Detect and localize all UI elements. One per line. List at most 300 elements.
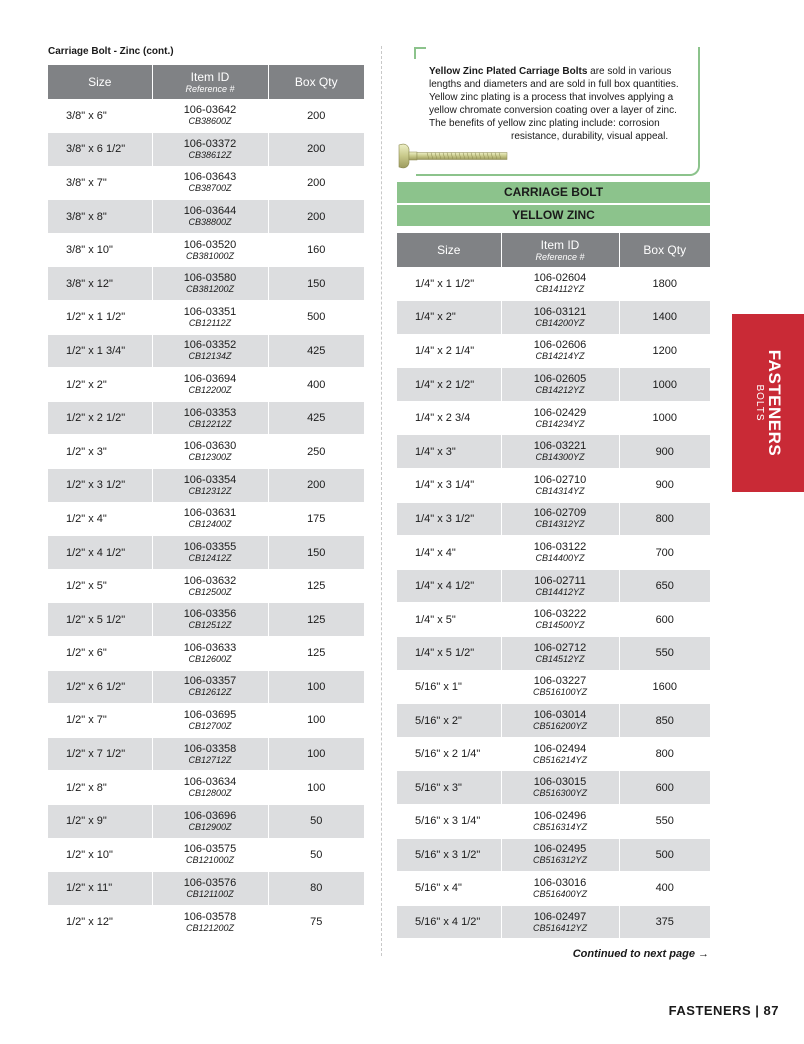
item-number: 106-02709 [533, 507, 587, 520]
item-id-cell [501, 872, 619, 906]
item-number: 106-03352 [183, 339, 237, 352]
reference-number: CB12500Z [188, 586, 232, 597]
size-cell: 3/8" x 10" [48, 233, 152, 267]
box-qty-cell: 125 [268, 637, 364, 671]
item-id-header [501, 233, 619, 267]
table-row [397, 637, 710, 671]
box-qty-cell: 100 [268, 704, 364, 738]
item-number: 106-03631 [183, 507, 237, 520]
size-cell: 1/2" x 6 1/2" [48, 670, 152, 704]
table-row [48, 603, 364, 637]
info-line-4: yellow chromate conversion coating over a layer of zinc. [429, 105, 677, 116]
table-row [48, 536, 364, 570]
table-row [397, 905, 710, 939]
reference-number: CB12112Z [188, 317, 232, 328]
table-row [48, 670, 364, 704]
size-cell: 5/16" x 1" [397, 670, 501, 704]
size-cell: 1/2" x 1 3/4" [48, 334, 152, 368]
box-qty-cell: 900 [619, 469, 710, 503]
item-id-cell [152, 872, 268, 906]
item-id-cell [501, 905, 619, 939]
table-row [48, 334, 364, 368]
item-number: 106-03227 [533, 675, 587, 688]
reference-number: CB14200YZ [535, 317, 585, 328]
reference-number: CB12200Z [188, 385, 232, 396]
box-qty-cell: 200 [268, 166, 364, 200]
table-row [397, 737, 710, 771]
size-cell: 1/2" x 4 1/2" [48, 536, 152, 570]
size-cell: 1/2" x 9" [48, 804, 152, 838]
item-number: 106-02606 [533, 339, 587, 352]
size-cell: 1/2" x 12" [48, 905, 152, 939]
reference-number: CB38612Z [188, 149, 232, 160]
item-number: 106-03644 [183, 205, 237, 218]
box-qty-cell: 1000 [619, 401, 710, 435]
size-cell: 1/2" x 5 1/2" [48, 603, 152, 637]
item-id-cell [501, 805, 619, 839]
reference-number: CB12134Z [188, 351, 232, 362]
size-cell: 1/2" x 6" [48, 637, 152, 671]
item-number: 106-03222 [533, 608, 587, 621]
reference-number: CB516300YZ [532, 788, 588, 799]
item-number: 106-03695 [183, 708, 237, 721]
item-number: 106-03634 [183, 776, 237, 789]
box-qty-cell: 200 [268, 200, 364, 234]
table-row [48, 838, 364, 872]
item-number: 106-03578 [183, 910, 237, 923]
size-cell: 1/4" x 5" [397, 603, 501, 637]
reference-number: CB381200Z [185, 284, 235, 295]
reference-number: CB516412YZ [532, 922, 588, 933]
box-qty-cell: 1600 [619, 670, 710, 704]
item-number: 106-03357 [183, 675, 237, 688]
item-id-cell [501, 670, 619, 704]
item-id-cell [152, 233, 268, 267]
box-qty-cell: 600 [619, 771, 710, 805]
reference-number: CB14412YZ [535, 586, 585, 597]
reference-number: CB516314YZ [532, 821, 588, 832]
reference-number: CB12800Z [188, 788, 232, 799]
side-tab-title: FASTENERS [765, 349, 784, 457]
reference-number: CB12900Z [188, 821, 232, 832]
table-row [397, 334, 710, 368]
reference-number: CB12300Z [188, 452, 232, 463]
size-cell: 1/4" x 3 1/2" [397, 502, 501, 536]
box-qty-cell: 550 [619, 805, 710, 839]
reference-number: CB12412Z [188, 553, 232, 564]
table-row [48, 99, 364, 133]
item-number: 106-03351 [183, 305, 237, 318]
box-qty-cell: 200 [268, 133, 364, 167]
item-number: 106-03014 [533, 709, 587, 722]
item-id-cell [152, 334, 268, 368]
box-qty-cell: 500 [619, 838, 710, 872]
size-cell: 3/8" x 12" [48, 267, 152, 301]
box-qty-cell: 600 [619, 603, 710, 637]
item-id-cell [152, 905, 268, 939]
banner-carriage-bolt: CARRIAGE BOLT [397, 182, 710, 204]
item-id-cell [501, 267, 619, 301]
item-id-cell [501, 704, 619, 738]
size-cell: 1/2" x 1 1/2" [48, 301, 152, 335]
item-id-cell [152, 704, 268, 738]
item-id-header [152, 65, 268, 99]
table-row [397, 502, 710, 536]
table-row [397, 603, 710, 637]
box-qty-cell: 250 [268, 435, 364, 469]
box-qty-cell: 125 [268, 603, 364, 637]
item-id-cell [501, 569, 619, 603]
info-line-2: lengths and diameters and are sold in full box quantities. [429, 79, 679, 90]
table-row [48, 435, 364, 469]
size-cell: 1/2" x 3" [48, 435, 152, 469]
table-row [397, 435, 710, 469]
item-number: 106-02604 [533, 272, 587, 285]
size-cell: 1/2" x 8" [48, 771, 152, 805]
box-qty-cell: 100 [268, 771, 364, 805]
item-id-cell [152, 670, 268, 704]
box-qty-cell: 50 [268, 804, 364, 838]
box-qty-cell: 125 [268, 569, 364, 603]
box-qty-cell: 425 [268, 334, 364, 368]
size-cell: 5/16" x 3 1/2" [397, 838, 501, 872]
item-id-cell [152, 771, 268, 805]
item-id-cell [501, 301, 619, 335]
reference-number: CB14312YZ [535, 519, 585, 530]
page-footer: FASTENERS | 87 [668, 1003, 779, 1018]
box-qty-cell: 175 [268, 502, 364, 536]
reference-number: CB121100Z [186, 888, 234, 899]
size-cell: 3/8" x 7" [48, 166, 152, 200]
reference-number: CB12400Z [188, 519, 232, 530]
item-id-cell [152, 469, 268, 503]
item-id-label: Item ID [540, 237, 580, 252]
table-row [48, 233, 364, 267]
box-qty-cell: 200 [268, 469, 364, 503]
item-id-cell [152, 200, 268, 234]
item-number: 106-02712 [533, 641, 587, 654]
box-qty-cell: 900 [619, 435, 710, 469]
reference-number: CB38700Z [188, 183, 232, 194]
item-number: 106-03015 [533, 776, 587, 789]
item-id-cell [152, 603, 268, 637]
item-id-cell [501, 838, 619, 872]
size-cell: 1/4" x 5 1/2" [397, 637, 501, 671]
reference-label: Reference # [535, 251, 585, 262]
item-number: 106-03642 [183, 104, 237, 117]
box-qty-cell: 1400 [619, 301, 710, 335]
reference-number: CB516312YZ [532, 855, 588, 866]
size-cell: 3/8" x 8" [48, 200, 152, 234]
size-cell: 1/4" x 2 1/4" [397, 334, 501, 368]
size-cell: 1/2" x 7 1/2" [48, 737, 152, 771]
reference-number: CB516214YZ [532, 754, 588, 765]
table-row [48, 704, 364, 738]
size-cell: 1/2" x 4" [48, 502, 152, 536]
item-number: 106-03633 [183, 641, 237, 654]
reference-number: CB12612Z [188, 687, 232, 698]
table-row [397, 267, 710, 301]
reference-number: CB14234YZ [535, 418, 585, 429]
size-cell: 1/2" x 7" [48, 704, 152, 738]
reference-number: CB12712Z [188, 754, 232, 765]
item-number: 106-03358 [183, 742, 237, 755]
box-qty-cell: 75 [268, 905, 364, 939]
reference-number: CB12212Z [188, 418, 232, 429]
size-cell: 1/2" x 2" [48, 368, 152, 402]
side-tab-subtitle: BOLTS [754, 384, 765, 422]
item-number: 106-02605 [533, 373, 587, 386]
box-qty-cell: 800 [619, 737, 710, 771]
size-cell: 5/16" x 3 1/4" [397, 805, 501, 839]
table-row [48, 637, 364, 671]
reference-number: CB14500YZ [535, 620, 585, 631]
right-table-body [397, 267, 710, 939]
item-number: 106-03016 [533, 876, 587, 889]
table-row [397, 838, 710, 872]
item-id-cell [152, 804, 268, 838]
table-row [48, 133, 364, 167]
table-row [397, 536, 710, 570]
item-id-cell [501, 737, 619, 771]
table-row [48, 569, 364, 603]
size-cell: 1/2" x 11" [48, 872, 152, 906]
box-qty-header: Box Qty [619, 233, 710, 267]
box-qty-cell: 1800 [619, 267, 710, 301]
item-number: 106-03372 [183, 137, 237, 150]
item-number: 106-03122 [533, 541, 587, 554]
left-spec-table [48, 65, 364, 939]
box-qty-cell: 550 [619, 637, 710, 671]
box-qty-cell: 800 [619, 502, 710, 536]
item-number: 106-03221 [533, 440, 587, 453]
box-qty-cell: 1200 [619, 334, 710, 368]
item-number: 106-02429 [533, 406, 587, 419]
item-id-cell [501, 469, 619, 503]
reference-number: CB12600Z [188, 653, 232, 664]
item-id-cell [152, 368, 268, 402]
item-id-cell [152, 502, 268, 536]
item-number: 106-03632 [183, 574, 237, 587]
item-id-cell [152, 569, 268, 603]
item-id-cell [501, 637, 619, 671]
size-cell: 1/4" x 4" [397, 536, 501, 570]
reference-number: CB12312Z [188, 485, 232, 496]
table-row [48, 872, 364, 906]
item-number: 106-03355 [183, 541, 237, 554]
table-row [48, 905, 364, 939]
item-id-cell [152, 166, 268, 200]
item-number: 106-03356 [183, 608, 237, 621]
item-number: 106-03696 [183, 809, 237, 822]
item-id-label: Item ID [190, 69, 230, 84]
item-number: 106-03121 [533, 305, 587, 318]
info-lead: Yellow Zinc Plated Carriage Bolts [429, 66, 588, 77]
item-id-cell [152, 637, 268, 671]
size-header: Size [48, 65, 152, 99]
side-tab-fasteners [732, 314, 804, 492]
item-id-cell [152, 267, 268, 301]
table-row [397, 301, 710, 335]
item-id-cell [501, 603, 619, 637]
info-line1-rest: are sold in various [587, 66, 672, 77]
left-table-body [48, 99, 364, 939]
reference-number: CB516100YZ [532, 687, 588, 698]
reference-number: CB381000Z [185, 250, 235, 261]
reference-number: CB516200YZ [532, 721, 588, 732]
item-id-cell [152, 401, 268, 435]
item-number: 106-03354 [183, 473, 237, 486]
box-qty-cell: 850 [619, 704, 710, 738]
size-cell: 1/4" x 3 1/4" [397, 469, 501, 503]
reference-number: CB14212YZ [535, 385, 585, 396]
size-cell: 1/4" x 2 3/4 [397, 401, 501, 435]
reference-number: CB12512Z [188, 620, 232, 631]
reference-number: CB38600Z [188, 116, 232, 127]
reference-number: CB121200Z [185, 922, 235, 933]
info-line-6: resistance, durability, visual appeal. [511, 131, 669, 142]
box-qty-cell: 150 [268, 536, 364, 570]
info-line-3: Yellow zinc plating is a process that involves applying a [429, 92, 674, 103]
box-qty-cell: 375 [619, 905, 710, 939]
item-id-cell [501, 401, 619, 435]
item-id-cell [501, 536, 619, 570]
size-cell: 5/16" x 3" [397, 771, 501, 805]
reference-number: CB14300YZ [535, 452, 585, 463]
item-id-cell [152, 133, 268, 167]
size-cell: 1/4" x 1 1/2" [397, 267, 501, 301]
item-id-cell [152, 737, 268, 771]
size-cell: 1/4" x 2" [397, 301, 501, 335]
item-id-cell [501, 334, 619, 368]
size-cell: 1/2" x 2 1/2" [48, 401, 152, 435]
size-cell: 3/8" x 6" [48, 99, 152, 133]
box-qty-header: Box Qty [268, 65, 364, 99]
table-row [48, 301, 364, 335]
table-row [397, 469, 710, 503]
info-text [429, 65, 701, 143]
reference-number: CB121000Z [185, 855, 235, 866]
reference-number: CB14112YZ [535, 284, 585, 295]
table-row [397, 872, 710, 906]
box-qty-cell: 425 [268, 401, 364, 435]
size-cell: 1/4" x 3" [397, 435, 501, 469]
size-cell: 1/2" x 10" [48, 838, 152, 872]
item-id-cell [152, 301, 268, 335]
size-cell: 3/8" x 6 1/2" [48, 133, 152, 167]
item-number: 106-02494 [533, 742, 587, 755]
item-number: 106-02496 [533, 809, 587, 822]
item-number: 106-03520 [183, 238, 237, 251]
item-id-cell [501, 771, 619, 805]
item-number: 106-03694 [183, 373, 237, 386]
table-row [397, 704, 710, 738]
reference-number: CB14314YZ [535, 485, 585, 496]
item-id-cell [152, 435, 268, 469]
box-qty-cell: 500 [268, 301, 364, 335]
item-number: 106-02497 [533, 910, 587, 923]
table-row [48, 401, 364, 435]
box-qty-cell: 400 [268, 368, 364, 402]
table-row [397, 569, 710, 603]
table-row [48, 502, 364, 536]
item-id-cell [501, 502, 619, 536]
item-id-cell [152, 99, 268, 133]
reference-number: CB14400YZ [535, 553, 585, 564]
item-number: 106-03643 [183, 171, 237, 184]
item-number: 106-03576 [183, 876, 237, 889]
reference-label: Reference # [185, 83, 235, 94]
item-number: 106-03580 [183, 272, 237, 285]
item-id-cell [152, 536, 268, 570]
table-row [48, 368, 364, 402]
reference-number: CB516400YZ [532, 888, 588, 899]
item-number: 106-02711 [534, 574, 586, 587]
table-row [48, 267, 364, 301]
size-cell: 5/16" x 2 1/4" [397, 737, 501, 771]
box-qty-cell: 80 [268, 872, 364, 906]
size-cell: 1/2" x 5" [48, 569, 152, 603]
right-spec-table [397, 233, 710, 939]
item-number: 106-03630 [183, 440, 237, 453]
size-cell: 1/4" x 2 1/2" [397, 368, 501, 402]
box-qty-cell: 400 [619, 872, 710, 906]
table-row [48, 737, 364, 771]
info-line-5: The benefits of yellow zinc plating include: corrosion [429, 118, 660, 129]
box-qty-cell: 50 [268, 838, 364, 872]
table-row [397, 368, 710, 402]
table-row [397, 805, 710, 839]
box-qty-cell: 200 [268, 99, 364, 133]
table-row [48, 469, 364, 503]
reference-number: CB12700Z [188, 720, 232, 731]
continued-note: Continued to next page → [572, 948, 709, 960]
box-qty-cell: 700 [619, 536, 710, 570]
table-row [48, 804, 364, 838]
reference-number: CB14512YZ [535, 653, 585, 664]
box-qty-cell: 650 [619, 569, 710, 603]
box-qty-cell: 1000 [619, 368, 710, 402]
size-cell: 5/16" x 2" [397, 704, 501, 738]
reference-number: CB38800Z [188, 217, 232, 228]
info-line-1 [429, 65, 701, 78]
item-id-cell [501, 435, 619, 469]
box-qty-cell: 160 [268, 233, 364, 267]
left-section-title: Carriage Bolt - Zinc (cont.) [48, 46, 174, 57]
item-id-cell [152, 838, 268, 872]
size-cell: 5/16" x 4 1/2" [397, 905, 501, 939]
table-row [397, 401, 710, 435]
table-row [397, 670, 710, 704]
size-header: Size [397, 233, 501, 267]
carriage-bolt-image [397, 143, 509, 169]
reference-number: CB14214YZ [535, 351, 585, 362]
size-cell: 1/4" x 4 1/2" [397, 569, 501, 603]
size-cell: 1/2" x 3 1/2" [48, 469, 152, 503]
box-qty-cell: 150 [268, 267, 364, 301]
item-id-cell [501, 368, 619, 402]
item-number: 106-03353 [183, 406, 237, 419]
table-row [48, 166, 364, 200]
size-cell: 5/16" x 4" [397, 872, 501, 906]
box-qty-cell: 100 [268, 737, 364, 771]
table-row [48, 200, 364, 234]
item-number: 106-02495 [533, 843, 587, 856]
item-number: 106-03575 [183, 843, 237, 856]
box-qty-cell: 100 [268, 670, 364, 704]
column-divider [381, 46, 382, 956]
banner-yellow-zinc: YELLOW ZINC [397, 205, 710, 227]
